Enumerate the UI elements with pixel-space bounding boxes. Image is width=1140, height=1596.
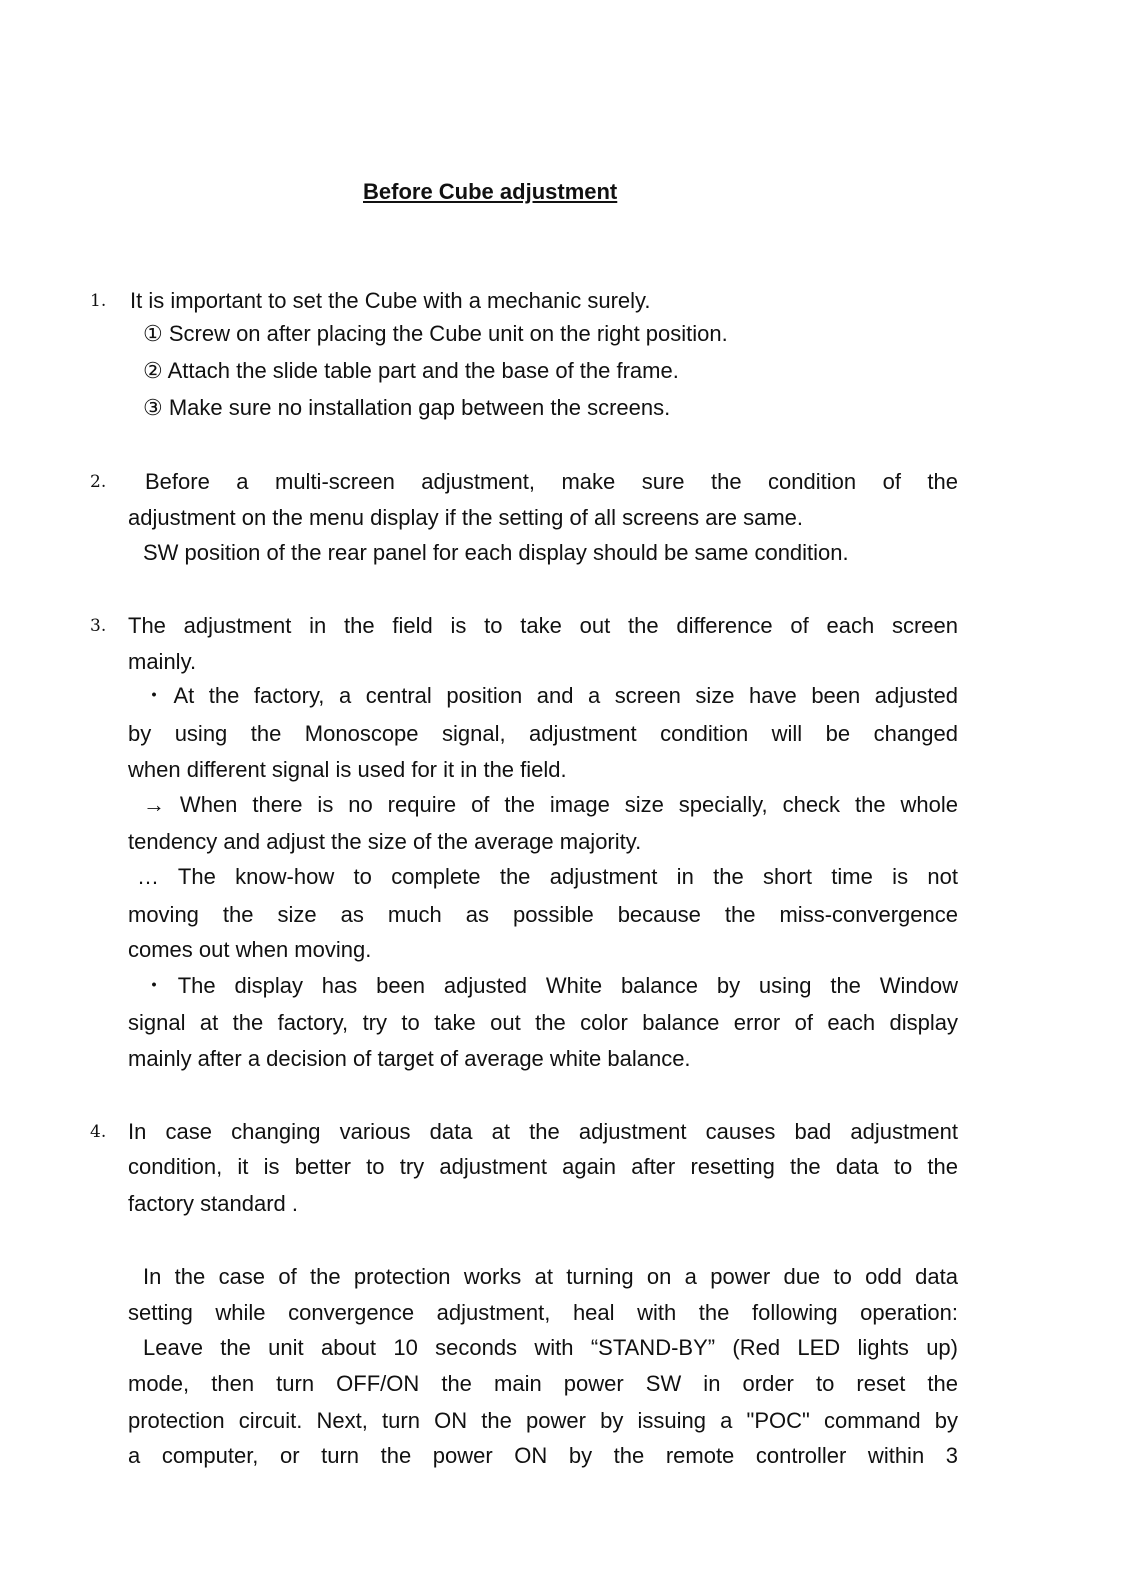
paragraph-line: ・The display has been adjusted White balance by using the Window	[143, 973, 958, 998]
paragraph-line: tendency and adjust the size of the average majority.	[128, 829, 642, 854]
paragraph-line: moving the size as much as possible because the miss-convergence	[128, 902, 958, 927]
paragraph-line: ・At the factory, a central position and a screen size have been adjusted	[143, 683, 958, 708]
paragraph-line: mainly.	[128, 649, 197, 674]
paragraph-line: ① Screw on after placing the Cube unit on the right position.	[143, 321, 728, 346]
paragraph-line: SW position of the rear panel for each display should be same condition.	[143, 540, 849, 565]
item-number: 3.	[90, 616, 107, 636]
paragraph-line: → When there is no require of the image size specially, check the whole	[143, 792, 958, 817]
paragraph-line: In case changing various data at the adjustment causes bad adjustment	[128, 1119, 958, 1144]
note-line: Leave the unit about 10 seconds with “STAND-BY” (Red LED lights up)	[143, 1335, 958, 1360]
paragraph-line: mainly after a decision of target of average white balance.	[128, 1046, 691, 1071]
note-line: protection circuit. Next, turn ON the power by issuing a "POC" command by	[128, 1408, 958, 1433]
paragraph-line: Before a multi-screen adjustment, make sure the condition of the	[145, 469, 958, 494]
paragraph-line: ③ Make sure no installation gap between the screens.	[143, 395, 671, 420]
paragraph-line: signal at the factory, try to take out the color balance error of each display	[128, 1010, 958, 1035]
paragraph-line: It is important to set the Cube with a mechanic surely.	[130, 288, 651, 313]
page-title: Before Cube adjustment	[363, 179, 618, 204]
paragraph-line: ② Attach the slide table part and the base of the frame.	[143, 358, 679, 383]
note-line: In the case of the protection works at turning on a power due to odd data	[143, 1264, 958, 1289]
paragraph-line: … The know-how to complete the adjustment in the short time is not	[137, 864, 958, 889]
note-line: a computer, or turn the power ON by the remote controller within 3	[128, 1443, 958, 1468]
item-number: 1.	[90, 291, 107, 311]
paragraph-line: comes out when moving.	[128, 937, 372, 962]
paragraph-line: when different signal is used for it in the field.	[128, 757, 567, 782]
item-number: 4.	[90, 1122, 107, 1142]
item-number: 2.	[90, 472, 107, 492]
paragraph-line: The adjustment in the field is to take out the difference of each screen	[128, 613, 958, 638]
paragraph-line: adjustment on the menu display if the setting of all screens are same.	[128, 505, 804, 530]
paragraph-line: by using the Monoscope signal, adjustment condition will be changed	[128, 721, 958, 746]
note-line: setting while convergence adjustment, heal with the following operation:	[128, 1300, 958, 1325]
note-line: mode, then turn OFF/ON the main power SW in order to reset the	[128, 1371, 958, 1396]
paragraph-line: condition, it is better to try adjustment again after resetting the data to the	[128, 1154, 958, 1179]
paragraph-line: factory standard .	[128, 1191, 298, 1216]
